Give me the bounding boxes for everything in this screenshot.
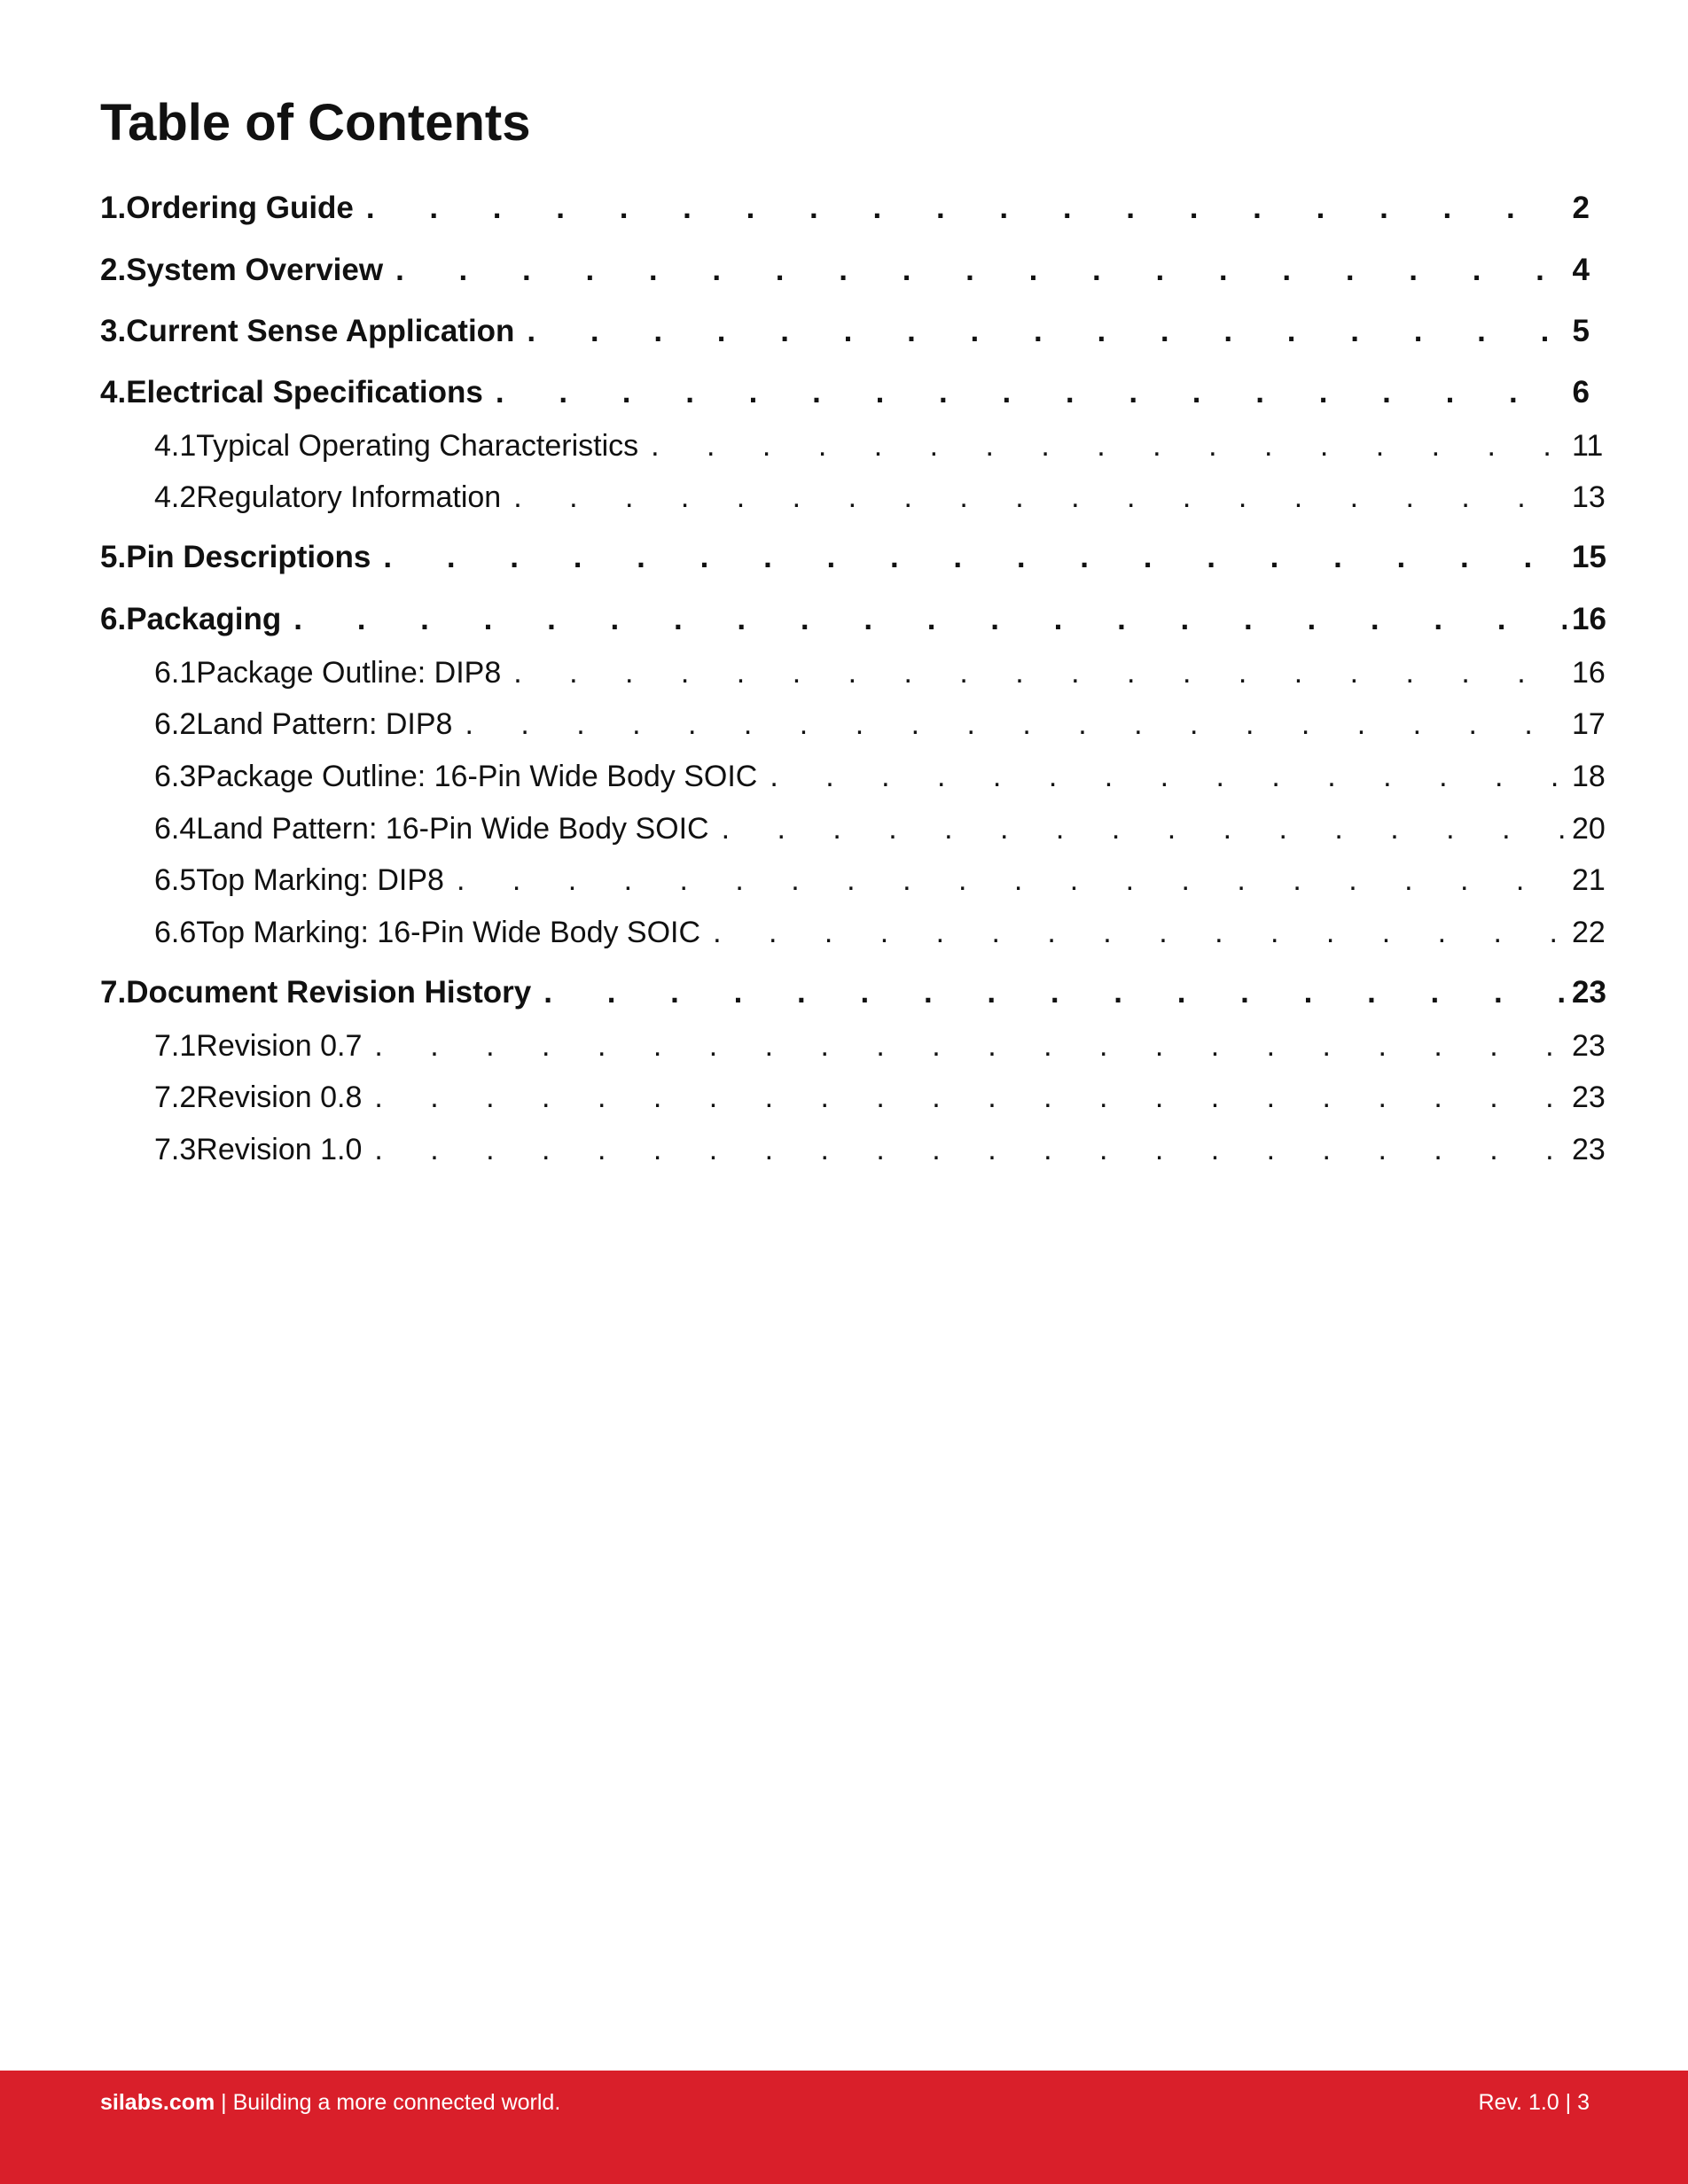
dot-leader <box>374 1133 1567 1167</box>
toc-label: Document Revision History <box>126 975 532 1010</box>
toc-number: 6.3 <box>154 759 197 793</box>
toc-page-number: 22 <box>1572 915 1606 949</box>
toc-label: Revision 0.7 <box>196 1028 363 1063</box>
toc-page-number: 16 <box>1572 655 1606 690</box>
toc-label: Regulatory Information <box>196 480 502 514</box>
toc-page-number: 23 <box>1572 1080 1606 1114</box>
dot-leader <box>293 602 1567 637</box>
toc-number: 4. <box>100 375 127 410</box>
toc-label: Package Outline: 16-Pin Wide Body SOIC <box>196 759 758 793</box>
toc-entry-current-sense-application[interactable] <box>100 310 1590 353</box>
toc-page-number: 16 <box>1572 602 1606 636</box>
dot-leader <box>465 707 1567 742</box>
dot-leader <box>374 1080 1567 1115</box>
toc-page-number: 4 <box>1572 253 1590 287</box>
toc-label: Revision 1.0 <box>196 1132 363 1166</box>
dot-leader <box>722 812 1567 846</box>
toc-label: Current Sense Application <box>126 314 515 348</box>
toc-page-number: 15 <box>1572 540 1606 574</box>
toc-entry-top-marking-soic[interactable] <box>100 911 1606 954</box>
toc-entry-land-pattern-soic[interactable] <box>100 807 1606 850</box>
dot-leader <box>527 314 1567 349</box>
toc-entry-revision-0-8[interactable] <box>100 1076 1606 1119</box>
toc-number: 5. <box>100 540 127 574</box>
toc-number: 7. <box>100 975 127 1010</box>
toc-number: 6. <box>100 602 127 636</box>
toc-number: 6.1 <box>154 655 197 690</box>
toc-label: Pin Descriptions <box>126 540 371 574</box>
toc-page-number: 5 <box>1572 314 1590 348</box>
dot-leader <box>374 1029 1567 1064</box>
toc-page-number: 23 <box>1572 1132 1606 1166</box>
toc-page-number: 2 <box>1572 191 1590 225</box>
toc-page-number: 23 <box>1572 1028 1606 1063</box>
toc-entry-package-outline-dip8[interactable] <box>100 651 1606 694</box>
footer-revision: Rev. 1.0 | 3 <box>1478 2090 1590 2115</box>
dot-leader <box>366 191 1567 226</box>
toc-page-number: 18 <box>1572 759 1606 793</box>
toc-label: Typical Operating Characteristics <box>196 428 639 463</box>
dot-leader <box>457 863 1567 898</box>
toc-entry-packaging[interactable] <box>100 598 1606 641</box>
toc-page-number: 21 <box>1572 862 1606 897</box>
toc-label: Revision 0.8 <box>196 1080 363 1114</box>
footer-brand-link[interactable]: silabs.com <box>100 2090 215 2115</box>
dot-leader <box>713 916 1567 950</box>
dot-leader <box>383 540 1567 575</box>
footer-tagline <box>100 2090 560 2116</box>
toc-entry-package-outline-soic[interactable] <box>100 755 1606 798</box>
toc-entry-typical-operating-characteristics[interactable] <box>100 425 1604 467</box>
footer-bar <box>0 2071 1688 2184</box>
toc-label: Packaging <box>126 602 282 636</box>
toc-number: 7.2 <box>154 1080 197 1114</box>
dot-leader <box>543 975 1567 1010</box>
toc-label: Top Marking: 16-Pin Wide Body SOIC <box>196 915 701 949</box>
toc-label: Electrical Specifications <box>126 375 483 410</box>
dot-leader <box>513 480 1567 515</box>
dot-leader <box>496 375 1567 410</box>
toc-number: 3. <box>100 314 127 348</box>
toc-number: 1. <box>100 191 127 225</box>
toc-label: Top Marking: DIP8 <box>196 862 444 897</box>
toc-number: 7.3 <box>154 1132 197 1166</box>
toc-page-number: 20 <box>1572 811 1606 846</box>
toc-number: 7.1 <box>154 1028 197 1063</box>
toc-entry-electrical-specifications[interactable] <box>100 371 1590 414</box>
toc-entry-land-pattern-dip8[interactable] <box>100 703 1606 745</box>
toc-label: Land Pattern: DIP8 <box>196 706 453 741</box>
page-title: Table of Contents <box>100 94 531 152</box>
toc-entry-ordering-guide[interactable] <box>100 187 1590 230</box>
toc-entry-revision-0-7[interactable] <box>100 1025 1606 1067</box>
dot-leader <box>395 253 1567 288</box>
toc-page-number: 11 <box>1572 428 1604 463</box>
dot-leader <box>513 656 1567 690</box>
toc-number: 4.1 <box>154 428 197 463</box>
toc-page-number: 17 <box>1572 706 1606 741</box>
toc-number: 4.2 <box>154 480 197 514</box>
footer-tagline-text: | Building a more connected world. <box>215 2090 561 2115</box>
toc-label: System Overview <box>126 253 384 287</box>
toc-label: Land Pattern: 16-Pin Wide Body SOIC <box>196 811 709 846</box>
toc-number: 6.5 <box>154 862 197 897</box>
toc-label: Package Outline: DIP8 <box>196 655 502 690</box>
toc-entry-document-revision-history[interactable] <box>100 971 1606 1014</box>
toc-number: 6.4 <box>154 811 197 846</box>
toc-number: 2. <box>100 253 127 287</box>
toc-number: 6.6 <box>154 915 197 949</box>
toc-entry-pin-descriptions[interactable] <box>100 536 1606 579</box>
toc-entry-revision-1-0[interactable] <box>100 1128 1606 1171</box>
toc-label: Ordering Guide <box>126 191 354 225</box>
toc-page-number: 23 <box>1572 975 1606 1010</box>
dot-leader <box>770 760 1567 794</box>
toc-entry-top-marking-dip8[interactable] <box>100 859 1606 901</box>
toc-number: 6.2 <box>154 706 197 741</box>
toc-page-number: 6 <box>1572 375 1590 410</box>
toc-entry-regulatory-information[interactable] <box>100 476 1606 519</box>
dot-leader <box>651 429 1567 464</box>
toc-entry-system-overview[interactable] <box>100 249 1590 292</box>
toc-page-number: 13 <box>1572 480 1606 514</box>
